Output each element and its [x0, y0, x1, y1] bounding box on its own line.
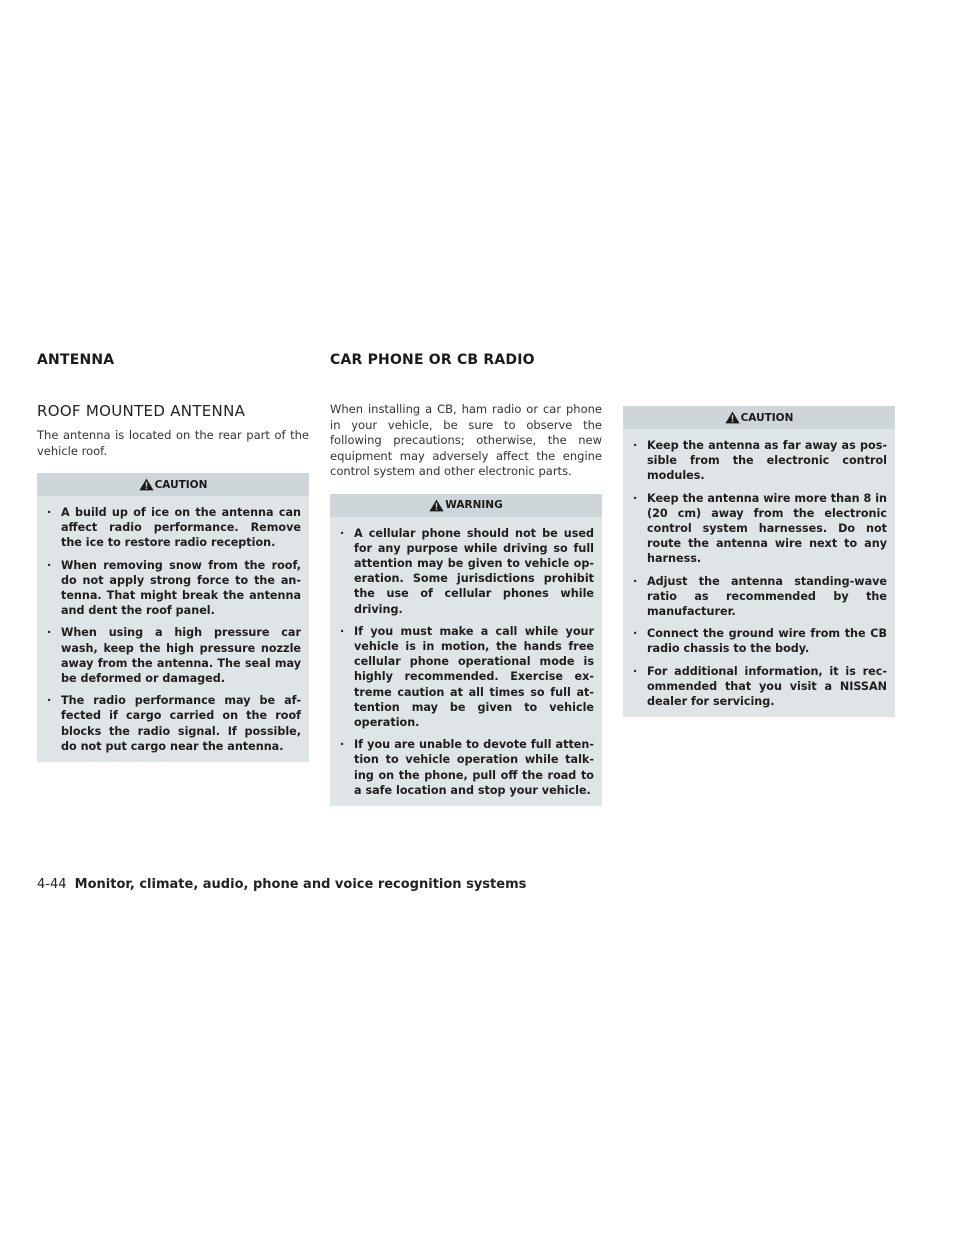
section-heading-car-phone: CAR PHONE OR CB RADIO [330, 352, 535, 368]
subheading-roof-mounted-antenna: ROOF MOUNTED ANTENNA [37, 402, 246, 420]
caution-item: · Keep the antenna wire more than 8 in (20 cm) away from the electronic control system harnesses. Do not route the antenna wire next to any harness. [633, 491, 887, 566]
warning-label: WARNING [445, 499, 503, 511]
warning-header [330, 494, 602, 517]
warning-item: · If you are unable to devote full atten-tion to vehicle operation while talk-ing on the phone, pull off the road to a safe location and stop your vehicle. [340, 738, 594, 797]
column-roof-antenna [37, 402, 309, 772]
caution-item: · A build up of ice on the antenna can affect radio performance. Remove the ice to restore radio reception. [47, 506, 301, 550]
caution-item: · Keep the antenna as far away as pos-sible from the electronic control modules. [633, 439, 887, 483]
caution-item: · The radio performance may be af-fected if cargo carried on the roof blocks the radio signal. If possible, do not put cargo near the antenna. [47, 694, 301, 753]
caution-item: · When using a high pressure car wash, keep the high pressure nozzle away from the antenna. The seal may be deformed or damaged. [47, 626, 301, 686]
warning-triangle-icon [139, 478, 154, 491]
caution-box-car-phone [623, 406, 895, 717]
caution-box-roof-antenna [37, 473, 309, 762]
caution-item: · Connect the ground wire from the CB radio chassis to the body. [633, 627, 887, 656]
chapter-title: Monitor, climate, audio, phone and voice recognition systems [74, 877, 527, 892]
warning-triangle-icon [725, 411, 740, 424]
section-heading-antenna: ANTENNA [37, 352, 115, 368]
page-footer [37, 877, 526, 892]
caution-body [623, 429, 895, 717]
caution-body [37, 496, 309, 762]
roof-antenna-intro: The antenna is located on the rear part of the vehicle roof. [37, 428, 309, 458]
page-number: 4-44 [37, 877, 67, 892]
caution-header [37, 473, 309, 496]
caution-header [623, 406, 895, 429]
caution-item: · Adjust the antenna standing-wave ratio as recommended by the manufacturer. [633, 574, 887, 619]
warning-box-car-phone [330, 494, 602, 806]
warning-item: · A cellular phone should not be used for any purpose while driving so full attention may be given to vehicle op-eration. Some jurisdictions prohibit the use of cellular phones while driving. [340, 526, 594, 616]
column-car-phone-caution [623, 406, 895, 727]
warning-body [330, 517, 602, 806]
caution-label: CAUTION [740, 411, 794, 424]
caution-label: CAUTION [154, 478, 208, 491]
warning-triangle-icon [429, 499, 444, 512]
car-phone-intro: When installing a CB, ham radio or car phone in your vehicle, be sure to observe the following precautions; otherwise, the new equipment may adversely affect the engine control system and other electronic parts. [330, 402, 602, 478]
column-car-phone [330, 402, 602, 816]
caution-item: · For additional information, it is rec-ommended that you visit a NISSAN dealer for servicing. [633, 664, 887, 709]
warning-item: · If you must make a call while your vehicle is in motion, the hands free cellular phone operational mode is highly recommended. Exercise ex-treme caution at all times so full at-tention may be given to vehicle operation. [340, 624, 594, 729]
caution-item: · When removing snow from the roof, do not apply strong force to the an-tenna. That might break the antenna and dent the roof panel. [47, 558, 301, 618]
